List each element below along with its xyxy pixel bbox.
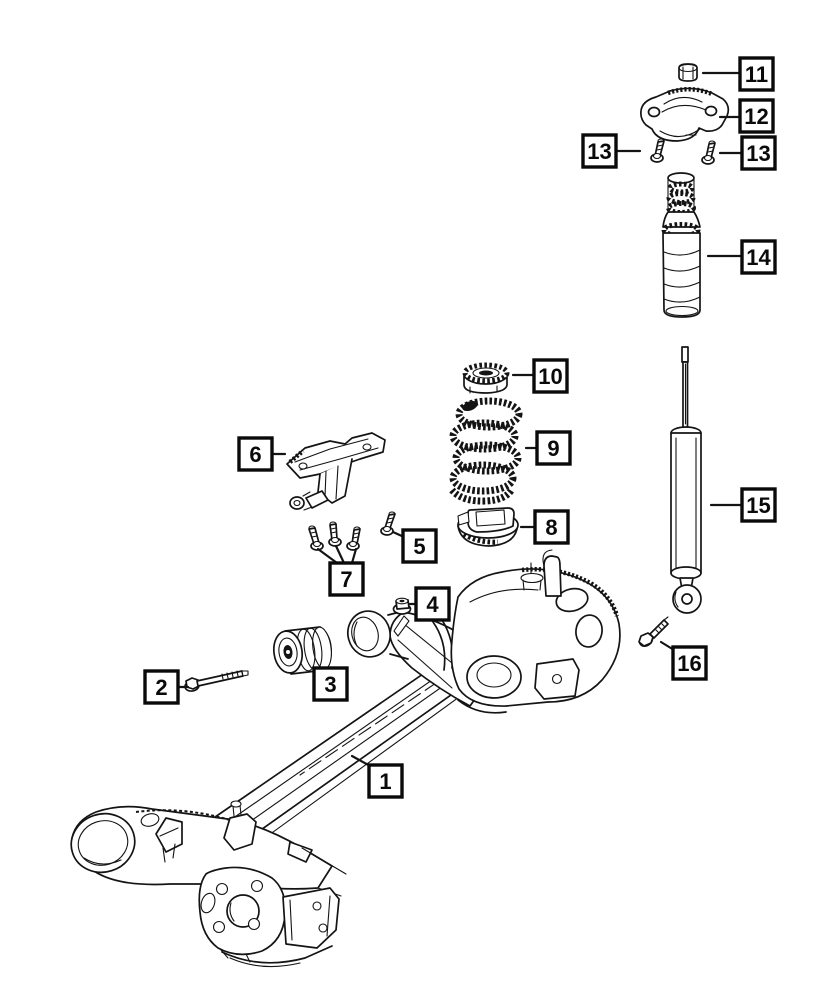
callout-number: 7 [340,567,353,592]
callout-9-coil-spring [526,432,570,464]
callout-16-shock-mount-bolt [661,642,706,679]
spindle-knuckle [451,550,620,713]
callout-10-upper-spring-isolator [513,360,567,392]
callout-number: 13 [746,141,771,166]
callout-number: 5 [413,534,426,559]
callout-number: 14 [746,245,771,270]
callout-number: 9 [547,436,560,461]
callout-5-bracket-screw [393,530,436,562]
callout-leader-line [318,549,337,563]
callout-8-lower-spring-isolator [521,511,568,543]
jounce-bumper [663,173,700,317]
callout-number: 4 [426,592,439,617]
callout-number: 10 [538,364,563,389]
callout-15-shock-absorber [711,489,775,521]
callout-number: 11 [744,62,769,87]
shock-absorber [671,347,701,613]
mount-screw-left [651,139,664,162]
callout-number: 12 [744,104,769,129]
callout-14-jounce-bumper [708,241,775,273]
callout-11-shock-rod-nut [703,58,773,90]
shock-rod-nut [679,64,697,81]
lower-spring-isolator [458,508,518,546]
callout-7-bracket-screws [318,546,363,595]
callout-6-jounce-bumper-bracket [239,438,285,470]
callout-number: 8 [545,515,558,540]
callout-number: 1 [379,769,392,794]
callout-2-trailing-arm-pivot-bolt [145,671,188,703]
callout-13-left-mount-screw-left [583,135,640,167]
callout-1-rear-axle-assembly [352,756,402,797]
callout-number: 2 [155,675,168,700]
callout-4-trailing-arm-nut [410,588,449,620]
callout-leader-line [352,549,356,563]
upper-spring-isolator [464,365,507,393]
trailing-arm-nut [394,598,411,614]
shock-upper-mount [641,88,728,141]
callout-number: 13 [587,139,612,164]
jounce-bumper-bracket [287,433,385,510]
callout-leader-line [336,546,344,563]
callout-3-trailing-arm-bushing [314,668,347,700]
bracket-screws [309,522,360,550]
callout-number: 3 [324,672,337,697]
callout-number: 16 [677,651,702,676]
callout-number: 6 [249,442,262,467]
callout-number: 15 [746,493,771,518]
mount-screw-right [702,141,715,164]
coil-spring [452,399,519,501]
brake-flange-plate [199,867,286,962]
trailing-arm-pivot-bolt [184,671,248,692]
callout-13-right-mount-screw-right [720,137,775,169]
